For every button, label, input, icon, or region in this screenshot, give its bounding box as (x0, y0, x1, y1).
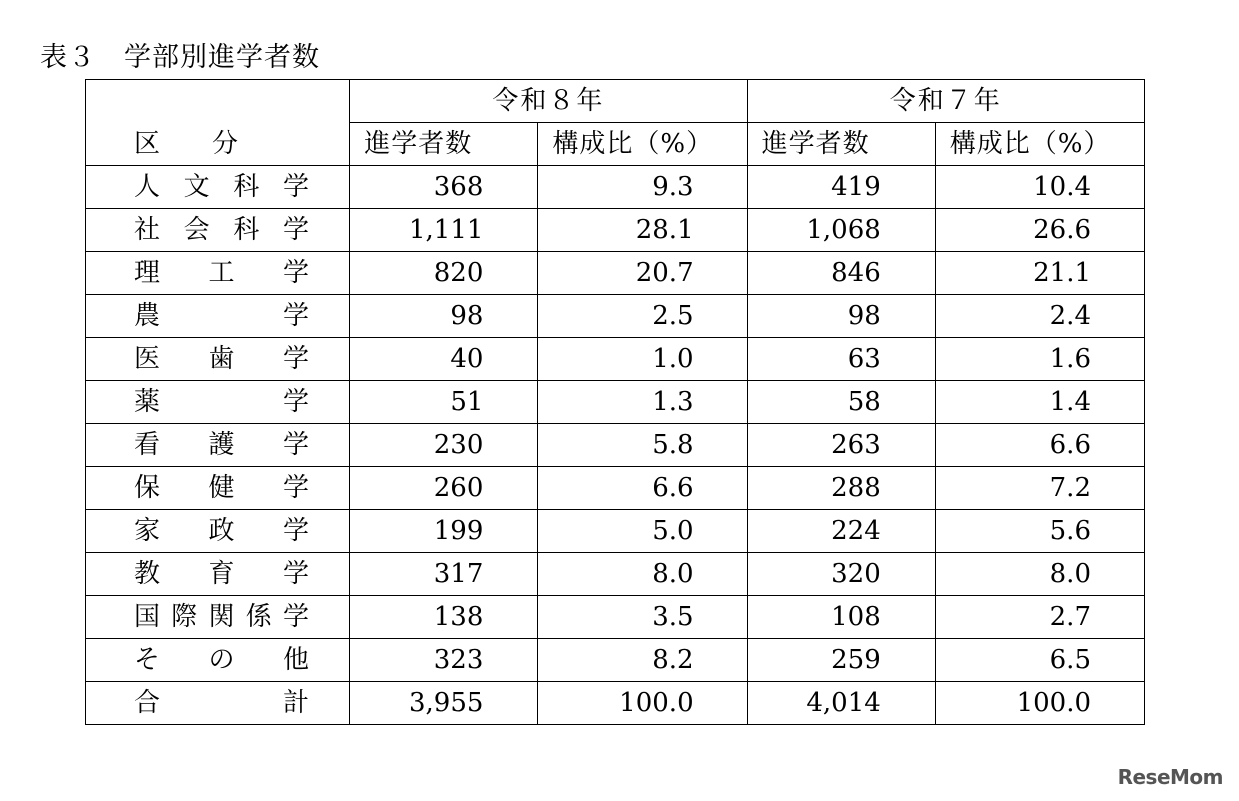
r8-count-cell: 368 (350, 166, 538, 209)
r7-count-cell: 98 (747, 295, 935, 338)
r7-ratio-cell: 6.5 (935, 639, 1144, 682)
header-r8-ratio: 構成比（%） (538, 123, 747, 166)
r8-ratio-cell: 3.5 (538, 596, 747, 639)
row-label-text: 教 育 学 (134, 559, 309, 589)
r8-ratio-cell: 20.7 (538, 252, 747, 295)
r7-ratio-cell: 7.2 (935, 467, 1144, 510)
table-row (86, 553, 1145, 596)
r7-ratio-cell: 5.6 (935, 510, 1144, 553)
r7-count-cell: 224 (747, 510, 935, 553)
table-row (86, 510, 1145, 553)
r7-count-cell: 1,068 (747, 209, 935, 252)
r8-ratio-cell: 100.0 (538, 682, 747, 725)
r7-ratio-cell: 2.7 (935, 596, 1144, 639)
row-label-text: 医 歯 学 (134, 344, 309, 374)
row-label (86, 424, 350, 467)
row-label-text: 合 計 (134, 688, 309, 718)
row-label-text: 人 文 科 学 (134, 172, 309, 202)
row-label (86, 639, 350, 682)
row-label-text: 理 工 学 (134, 258, 309, 288)
row-label (86, 467, 350, 510)
row-label (86, 295, 350, 338)
r7-count-cell: 108 (747, 596, 935, 639)
r8-ratio-cell: 6.6 (538, 467, 747, 510)
r8-count-cell: 1,111 (350, 209, 538, 252)
page-title: 表３ 学部別進学者数 (40, 42, 320, 73)
header-r7-count: 進学者数 (747, 123, 935, 166)
r7-ratio-cell: 21.1 (935, 252, 1144, 295)
header-year-r8: 令和８年 (350, 80, 747, 123)
table-row (86, 467, 1145, 510)
r7-ratio-cell: 1.4 (935, 381, 1144, 424)
r8-count-cell: 323 (350, 639, 538, 682)
r8-ratio-cell: 5.8 (538, 424, 747, 467)
table-row (86, 209, 1145, 252)
r7-ratio-cell: 6.6 (935, 424, 1144, 467)
r8-ratio-cell: 9.3 (538, 166, 747, 209)
row-label (86, 252, 350, 295)
r7-count-cell: 58 (747, 381, 935, 424)
header-row-columns (86, 123, 1145, 166)
table-row (86, 252, 1145, 295)
table-row (86, 295, 1145, 338)
r8-count-cell: 820 (350, 252, 538, 295)
table-row (86, 381, 1145, 424)
row-label (86, 553, 350, 596)
row-label-text: 社 会 科 学 (134, 215, 309, 245)
r7-ratio-cell: 26.6 (935, 209, 1144, 252)
r8-count-cell: 230 (350, 424, 538, 467)
table-row (86, 338, 1145, 381)
r7-count-cell: 320 (747, 553, 935, 596)
row-label (86, 510, 350, 553)
r7-count-cell: 263 (747, 424, 935, 467)
resemom-logo: ReseMom (1117, 765, 1223, 789)
header-category: 区 分 (86, 123, 350, 166)
r8-count-cell: 317 (350, 553, 538, 596)
r8-ratio-cell: 2.5 (538, 295, 747, 338)
row-label (86, 596, 350, 639)
row-label (86, 209, 350, 252)
r8-ratio-cell: 28.1 (538, 209, 747, 252)
r7-count-cell: 846 (747, 252, 935, 295)
r7-ratio-cell: 100.0 (935, 682, 1144, 725)
row-label-text: 看 護 学 (134, 430, 309, 460)
table-row (86, 166, 1145, 209)
r8-ratio-cell: 1.3 (538, 381, 747, 424)
table-row (86, 596, 1145, 639)
table-row (86, 682, 1145, 725)
r8-ratio-cell: 8.0 (538, 553, 747, 596)
row-label (86, 338, 350, 381)
r8-count-cell: 199 (350, 510, 538, 553)
r7-count-cell: 4,014 (747, 682, 935, 725)
r7-ratio-cell: 2.4 (935, 295, 1144, 338)
header-row-years (86, 80, 1145, 123)
r7-count-cell: 288 (747, 467, 935, 510)
header-year-r7: 令和７年 (747, 80, 1144, 123)
r8-count-cell: 51 (350, 381, 538, 424)
header-r8-count: 進学者数 (350, 123, 538, 166)
r8-ratio-cell: 8.2 (538, 639, 747, 682)
r8-count-cell: 260 (350, 467, 538, 510)
row-label-text: そ の 他 (134, 645, 309, 675)
row-label (86, 682, 350, 725)
r8-count-cell: 3,955 (350, 682, 538, 725)
r7-count-cell: 419 (747, 166, 935, 209)
r8-count-cell: 98 (350, 295, 538, 338)
row-label-text: 農 学 (134, 301, 309, 331)
enrollment-table (85, 79, 1145, 725)
r7-count-cell: 63 (747, 338, 935, 381)
row-label (86, 166, 350, 209)
header-blank-cell (86, 80, 350, 123)
row-label-text: 保 健 学 (134, 473, 309, 503)
r7-ratio-cell: 10.4 (935, 166, 1144, 209)
header-r7-ratio: 構成比（%） (935, 123, 1144, 166)
table-row (86, 639, 1145, 682)
table-row (86, 424, 1145, 467)
row-label-text: 家 政 学 (134, 516, 309, 546)
row-label-text: 薬 学 (134, 387, 309, 417)
r7-count-cell: 259 (747, 639, 935, 682)
row-label (86, 381, 350, 424)
r7-ratio-cell: 1.6 (935, 338, 1144, 381)
row-label-text: 国 際 関 係 学 (134, 602, 309, 632)
r8-ratio-cell: 1.0 (538, 338, 747, 381)
r7-ratio-cell: 8.0 (935, 553, 1144, 596)
r8-count-cell: 138 (350, 596, 538, 639)
r8-ratio-cell: 5.0 (538, 510, 747, 553)
r8-count-cell: 40 (350, 338, 538, 381)
